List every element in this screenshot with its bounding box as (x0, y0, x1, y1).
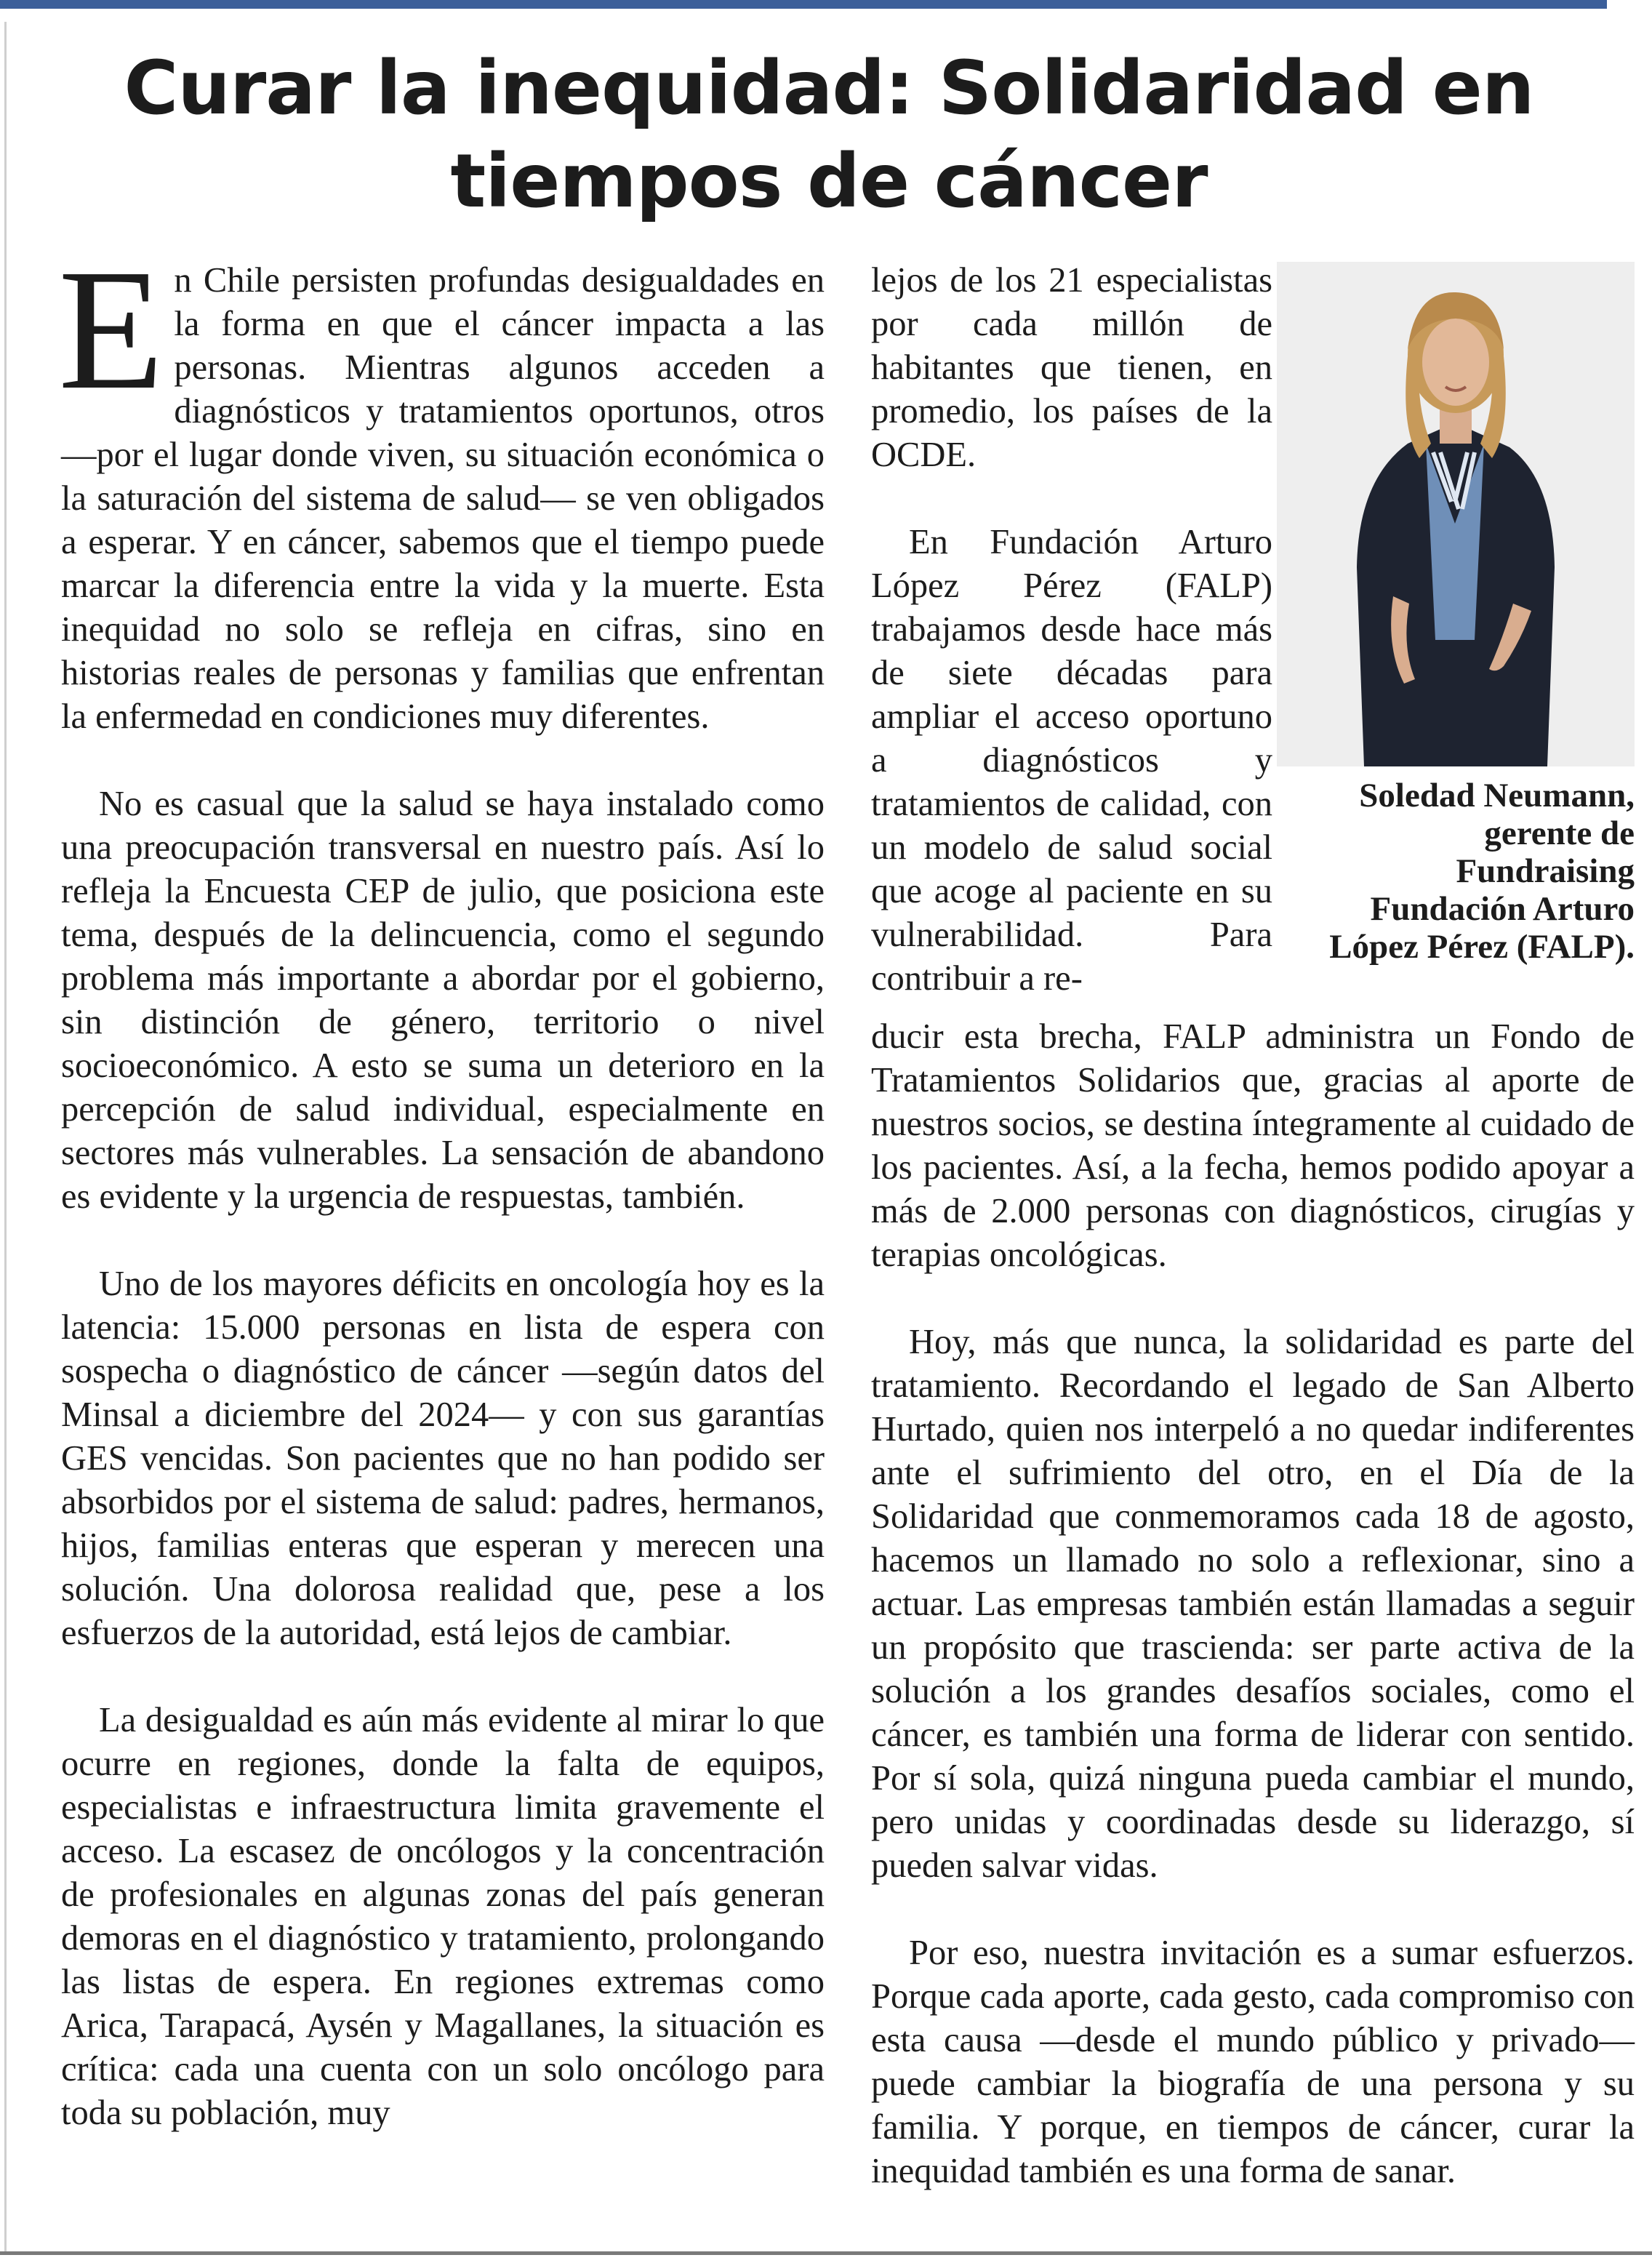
article-title: Curar la inequidad: Solidaridad en tiempos de cáncer (124, 45, 1534, 225)
caption-line-2: gerente de (1484, 814, 1635, 852)
drop-cap: E (58, 234, 164, 425)
paragraph-1 (58, 234, 825, 739)
photo-caption (1277, 777, 1635, 966)
paragraph-6: En Fundación Arturo López Pérez (FALP) trabajamos desde hace más de siete décadas para ampliar el acceso oportuno a diagnósticos y tratamientos de calidad, con un modelo de salud social que acoge al paciente en su vulnerabilidad. Para contribuir a re- (871, 523, 1272, 998)
paragraph-3: Uno de los mayores déficits en oncología hoy es la latencia: 15.000 personas en lista de espera con sospecha o diagnóstico de cáncer —según datos del Minsal a diciembre del 2024— y con sus garantías GES vencidas. Son pacientes que no han podido ser absorbidos por el sistema de salud: padres, hermanos, hijos, familias enteras que esperan y merecen una solución. Una dolorosa realidad que, pese a los esfuerzos de la autoridad, está lejos de cambiar. (61, 1265, 825, 1652)
paragraph-7: ducir esta brecha, FALP administra un Fondo de Tratamientos Solidarios que, gracias al aporte de nuestros socios, se destina íntegramente al cuidado de los pacientes. Así, a la fecha, hemos podido apoyar a más de 2.000 personas con diagnósticos, cirugías y terapias oncológicas. (871, 1017, 1635, 1274)
column-middle (871, 259, 1272, 1001)
paragraph-1-text: n Chile persisten profundas desigualdades en la forma en que el cáncer impacta a las personas. Mientras algunos acceden a diagnósticos y tratamientos oportunos, otros —por el lugar donde viven, su situación económica o la saturación del sistema de salud— se ven obligados a esperar. Y en cáncer, sabemos que el tiempo puede marcar la diferencia entre la vida y la muerte. Esta inequidad no solo se refleja en cifras, sino en historias reales de personas y familias que enfrentan la enfermedad en condiciones muy diferentes. (61, 261, 825, 736)
paragraph-9: Por eso, nuestra invitación es a sumar esfuerzos. Porque cada aporte, cada gesto, cada compromiso con esta causa —desde el mundo público y privado— puede cambiar la biografía de una persona y su familia. Y porque, en tiempos de cáncer, curar la inequidad también es una forma de sanar. (871, 1934, 1635, 2190)
column-left (58, 234, 825, 2135)
left-border (4, 22, 7, 2254)
caption-line-1: Soledad Neumann, (1359, 777, 1635, 814)
paragraph-5: lejos de los 21 especialistas por cada millón de habitantes que tienen, en promedio, los países de la OCDE. (871, 261, 1272, 474)
caption-line-5: López Pérez (FALP). (1329, 928, 1635, 966)
caption-line-4: Fundación Arturo (1370, 890, 1635, 928)
paragraph-4: La desigualdad es aún más evidente al mirar lo que ocurre en regiones, donde la falta de equipos, especialistas e infraestructura limita gravemente el acceso. La escasez de oncólogos y la concentración de profesionales en algunas zonas del país generan demoras en el diagnóstico y tratamiento, prolongando las listas de espera. En regiones extremas como Arica, Tarapacá, Aysén y Magallanes, la situación es crítica: cada una cuenta con un solo oncólogo para toda su población, muy (61, 1701, 825, 2132)
caption-line-3: Fundraising (1456, 852, 1635, 890)
top-rule (0, 0, 1607, 9)
paragraph-8: Hoy, más que nunca, la solidaridad es parte del tratamiento. Recordando el legado de San Alberto Hurtado, quien nos interpeló a no quedar indiferentes ante el sufrimiento del otro, en el Día de la Solidaridad que conmemoramos cada 18 de agosto, hacemos un llamado no solo a reflexionar, sino a actuar. Las empresas también están llamadas a seguir un propósito que trascienda: ser parte activa de la solución a los grandes desafíos sociales, como el cáncer, es también una forma de liderar con sentido. Por sí sola, quizá ninguna pueda cambiar el mundo, pero unidas y coordinadas desde su liderazgo, sí pueden salvar vidas. (871, 1323, 1635, 1885)
portrait-photo (1277, 262, 1635, 766)
column-wide (871, 1015, 1635, 2193)
bottom-rule (0, 2251, 1652, 2255)
paragraph-2: No es casual que la salud se haya instalado como una preocupación transversal en nuestro país. Así lo refleja la Encuesta CEP de julio, que posiciona este tema, después de la delincuencia, como el segundo problema más importante a abordar por el gobierno, sin distinción de género, territorio o nivel socioeconómico. A esto se suma un deterioro en la percepción de salud individual, especialmente en sectores más vulnerables. La sensación de abandono es evidente y la urgencia de respuestas, también. (61, 785, 825, 1216)
portrait-illustration (1277, 262, 1635, 766)
